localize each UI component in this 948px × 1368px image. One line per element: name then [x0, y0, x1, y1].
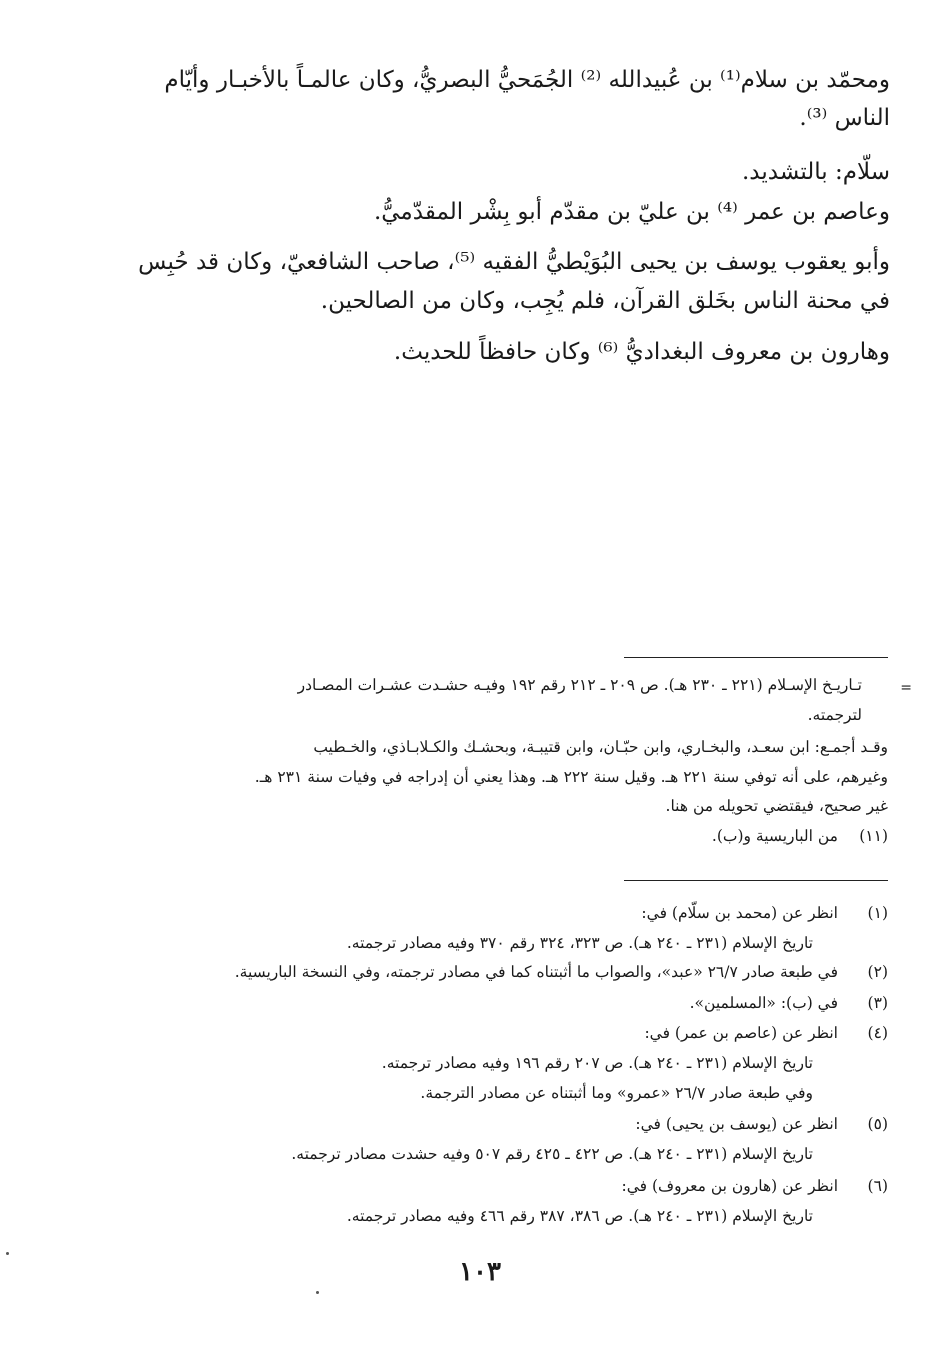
footnote-number: (٣) [867, 994, 888, 1012]
footnote-line: من الباريسية و(ب). [711, 827, 838, 845]
page-number: ١٠٣ [459, 1257, 501, 1287]
main-paragraph: وهارون بن معروف البغداديُّ ⁽⁶⁾ وكان حافظاً للحديث. [393, 339, 890, 365]
footnote-line: لترجمته. [807, 706, 862, 724]
scan-speck [316, 1291, 319, 1294]
footnote-rule [624, 880, 888, 881]
footnote-line: تاريخ الإسلام (٢٣١ ـ ٢٤٠ هـ). ص ٣٢٣، ٣٢٤ رقم ٣٧٠ وفيه مصادر ترجمته. [346, 934, 813, 952]
footnote-line: تاريخ الإسلام (٢٣١ ـ ٢٤٠ هـ). ص ٣٨٦، ٣٨٧ رقم ٤٦٦ وفيه مصادر ترجمته. [346, 1207, 813, 1225]
footnote-line: وغيرهم، على أنه توفي سنة ٢٢١ هـ. وقيل سنة ٢٢٢ هـ. وهذا يعني أن إدراجه في وفيات سنة ٢٣١ هـ. [254, 768, 888, 786]
footnote-number: (١) [867, 904, 888, 922]
continuation-marker: = [900, 680, 912, 696]
scan-speck [6, 1252, 9, 1255]
footnote-number: (١١) [859, 827, 888, 845]
footnote-line: غير صحيح، فيقتضي تحويله من هنا. [665, 797, 888, 815]
footnote-line: تاريخ الإسلام (٢٣١ ـ ٢٤٠ هـ). ص ٤٢٢ ـ ٤٢٥ رقم ٥٠٧ وفيه حشدت مصادر ترجمته. [291, 1145, 813, 1163]
footnote-line: تاريخ الإسلام (٢٣١ ـ ٢٤٠ هـ). ص ٢٠٧ رقم ١٩٦ وفيه مصادر ترجمته. [381, 1054, 813, 1072]
footnote-line: انظر عن (يوسف بن يحيى) في: [635, 1115, 838, 1133]
main-paragraph: ومحمّد بن سلام⁽¹⁾ بن عُبيدالله ⁽²⁾ الجُمَحيُّ البصريُّ، وكان عالمـاً بالأخبـار وأيّام [164, 67, 890, 93]
footnote-number: (٢) [867, 963, 888, 981]
footnote-rule [624, 657, 888, 658]
footnote-line: وقـد أجمـع: ابن سعـد، والبخـاري، وابن حبّـان، وابن قتيبـة، وبحشـك والكـلابـاذي، والخـطيب [313, 738, 888, 756]
footnote-line: في (ب): «المسلمين». [689, 994, 838, 1012]
main-paragraph: سلّام: بالتشديد. [741, 159, 890, 185]
footnote-number: (٤) [867, 1024, 888, 1042]
footnote-line: وفي طبعة صادر ٢٦/٧ «عمرو» وما أثبتناه عن مصادر الترجمة. [420, 1084, 813, 1102]
footnote-number: (٥) [867, 1115, 888, 1133]
footnote-line: تـاريـخ الإسـلام (٢٢١ ـ ٢٣٠ هـ). ص ٢٠٩ ـ ٢١٢ رقم ١٩٢ وفيـه حشـدت عشـرات المصـادر [297, 676, 862, 694]
footnote-line: انظر عن (هارون بن معروف) في: [621, 1177, 838, 1195]
footnote-line: انظر عن (محمد بن سلّام) في: [641, 904, 838, 922]
main-paragraph: الناس ⁽³⁾. [799, 105, 890, 131]
main-paragraph: في محنة الناس بخَلق القرآن، فلم يُجِب، وكان من الصالحين. [320, 288, 890, 314]
footnote-line: في طبعة صادر ٢٦/٧ «عبد»، والصواب ما أثبتناه كما في مصادر ترجمته، وفي النسخة الباريسية. [234, 963, 838, 981]
footnote-number: (٦) [867, 1177, 888, 1195]
footnote-line: انظر عن (عاصم بن عمر) في: [644, 1024, 838, 1042]
main-paragraph: وعاصم بن عمر ⁽⁴⁾ بن عليّ بن مقدّم أبو بِشْر المقدّميُّ. [373, 199, 890, 225]
main-paragraph: وأبو يعقوب يوسف بن يحيى البُوَيْطيُّ الفقيه ⁽⁵⁾، صاحب الشافعيّ، وكان قد حُبِس [138, 249, 890, 275]
